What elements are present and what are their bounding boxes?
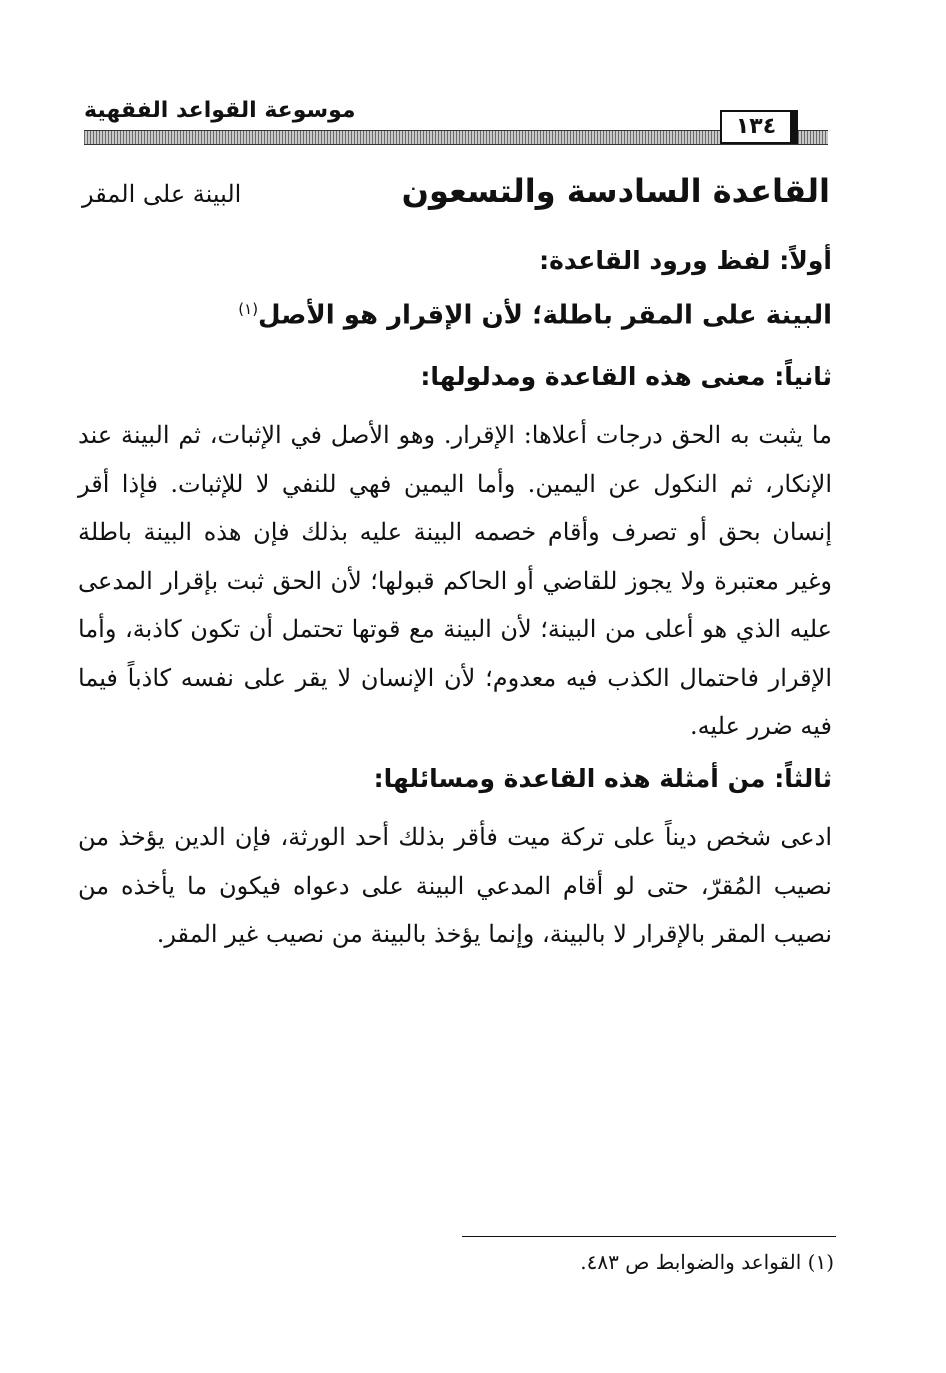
rule-title: القاعدة السادسة والتسعون xyxy=(401,172,830,210)
section-2-paragraph: ما يثبت به الحق درجات أعلاها: الإقرار. وهو الأصل في الإثبات، ثم البينة عند الإنكار، ثم النكول عن اليمين. وأما اليمين فهي للنفي لا للإثبات. فإذا أقر إنسان بحق أو تصرف وأقام خصمه البينة عليه بذلك فإن هذه البينة باطلة وغير معتبرة ولا يجوز للقاضي أو الحاكم قبولها؛ لأن الحق ثبت بإقرار المدعى عليه الذي هو أعلى من البينة؛ لأن البينة مع قوتها تحتمل أن تكون كاذبة، وأما الإقرار فاحتمال الكذب فيه معدوم؛ لأن الإنسان لا يقر على نفسه كاذباً فيما فيه ضرر عليه. xyxy=(78,421,832,740)
footnote-divider xyxy=(462,1236,836,1237)
footnote: (١) القواعد والضوابط ص ٤٨٣. xyxy=(580,1250,834,1274)
rule-subtitle: البينة على المقر xyxy=(82,180,242,208)
running-header xyxy=(84,98,828,150)
page-number-bar xyxy=(792,110,798,144)
section-2-heading: ثانياً: معنى هذه القاعدة ومدلولها: xyxy=(420,362,832,391)
section-3 xyxy=(78,764,832,793)
section-2 xyxy=(78,362,832,391)
section-3-heading: ثالثاً: من أمثلة هذه القاعدة ومسائلها: xyxy=(373,764,832,793)
footnote-marker: (١) xyxy=(238,300,259,318)
header-band xyxy=(84,130,828,145)
section-1-heading: أولاً: لفظ ورود القاعدة: xyxy=(539,246,832,275)
section-1 xyxy=(78,246,832,275)
section-3-paragraph: ادعى شخص ديناً على تركة ميت فأقر بذلك أحد الورثة، فإن الدين يؤخذ من نصيب المُقرّ، حتى لو أقام المدعي البينة على دعواه فيكون ما يأخذه من نصيب المقر بالإقرار لا بالبينة، وإنما يؤخذ بالبينة من نصيب غير المقر. xyxy=(78,823,832,948)
rule-statement xyxy=(78,300,832,331)
book-title: موسوعة القواعد الفقهية xyxy=(84,98,356,123)
section-2-body xyxy=(78,411,832,751)
statement-text: البينة على المقر باطلة؛ لأن الإقرار هو الأصل xyxy=(258,300,832,331)
rule-statement-text xyxy=(78,300,832,331)
section-3-body xyxy=(78,813,832,959)
page-number: ١٣٤ xyxy=(720,110,792,144)
